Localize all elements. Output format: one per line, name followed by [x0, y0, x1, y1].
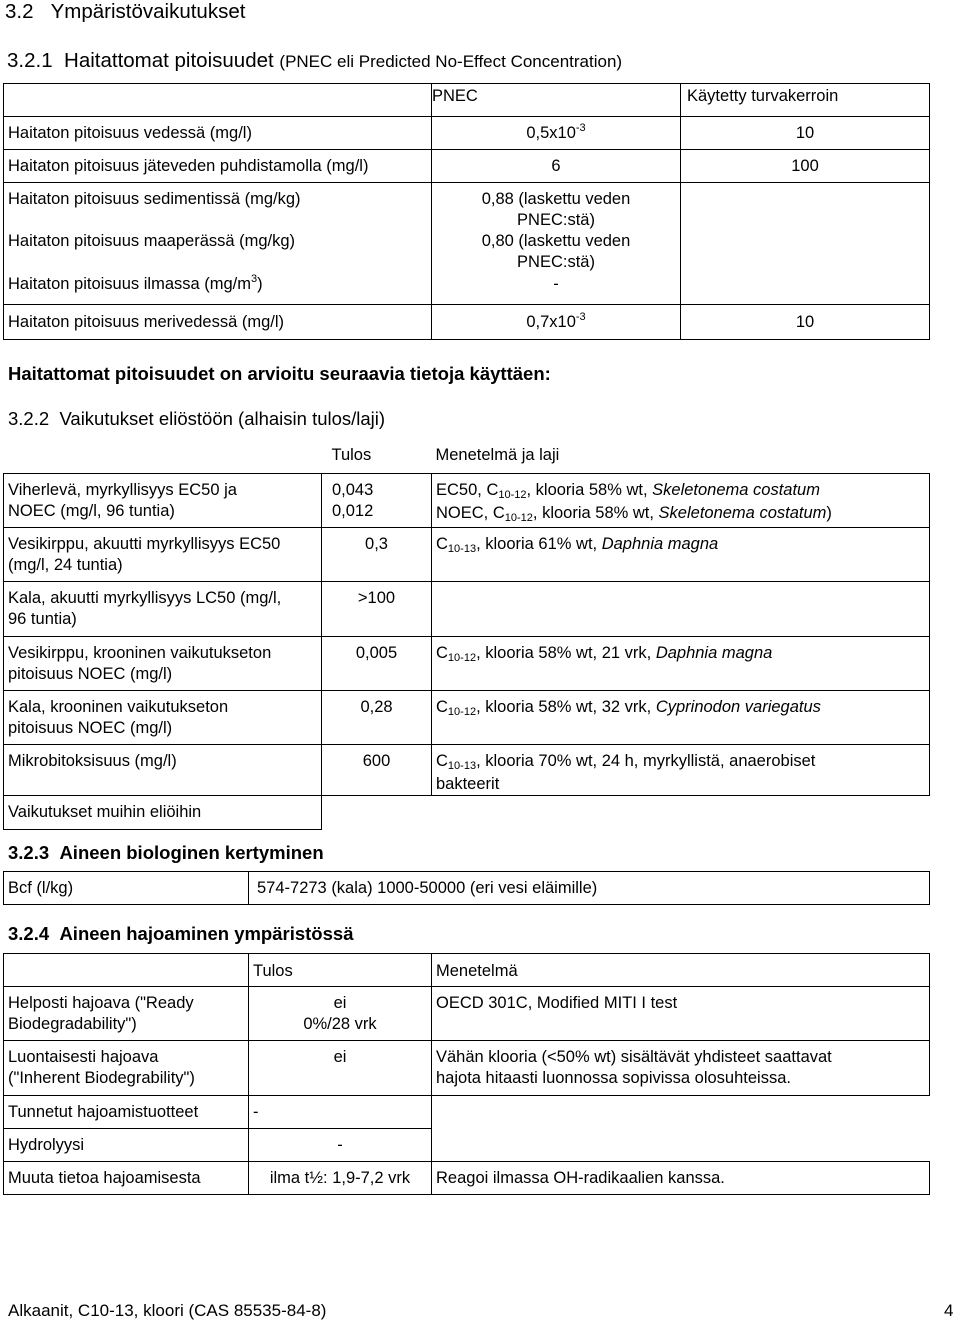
header-empty-cell	[4, 440, 322, 473]
row-pnec: $0,5x10^{-3}$	[432, 117, 681, 150]
row-factor	[681, 183, 930, 232]
row-label: Luontaisesti hajoava ("Inherent Biodegrability")	[4, 1041, 249, 1096]
table-header-row	[4, 440, 930, 473]
section-heading-3-2-1	[7, 51, 622, 72]
row-result: -	[249, 1096, 432, 1129]
row-label: Tunnetut hajoamistuotteet	[4, 1096, 249, 1129]
row-label: Haitaton pitoisuus ilmassa $(mg/m^3)$	[4, 274, 432, 304]
row-label: Kala, krooninen vaikutukseton pitoisuus NOEC (mg/l)	[4, 690, 322, 744]
pnec-table	[3, 83, 930, 340]
row-label: Vesikirppu, krooninen vaikutukseton pitoisuus NOEC (mg/l)	[4, 636, 322, 690]
table-row	[4, 117, 930, 150]
degradation-table	[3, 953, 930, 1195]
table-row	[4, 1041, 930, 1096]
row-method: C10-12, klooria 58% wt, 32 vrk, Cyprinodon variegatus	[432, 690, 930, 744]
row-pnec: -	[432, 274, 681, 304]
table-row	[4, 1096, 930, 1129]
table-row	[4, 744, 930, 795]
table-row	[4, 527, 930, 581]
header-result: Tulos	[249, 954, 432, 987]
row-result: -	[249, 1129, 432, 1162]
table-row	[4, 581, 930, 636]
row-label: Vesikirppu, akuutti myrkyllisyys EC50 (mg/l, 24 tuntia)	[4, 527, 322, 581]
row-result: ei	[249, 1041, 432, 1096]
table-row	[4, 1162, 930, 1195]
table-row	[4, 473, 930, 527]
page-number: 4	[944, 1301, 954, 1320]
row-label: Hydrolyysi	[4, 1129, 249, 1162]
section-title: Haitattomat pitoisuudet	[64, 49, 274, 72]
row-result: 0,28	[322, 690, 432, 744]
table-header-row	[4, 84, 930, 117]
section-heading-3-2	[5, 2, 245, 23]
row-label: Kala, akuutti myrkyllisyys LC50 (mg/l, 96 tuntia)	[4, 581, 322, 636]
table-row	[4, 872, 930, 905]
row-label: Haitaton pitoisuus sedimentissä (mg/kg)	[4, 183, 432, 232]
row-result	[322, 795, 432, 829]
row-method: OECD 301C, Modified MITI I test	[432, 987, 930, 1041]
row-method	[432, 581, 930, 636]
row-pnec: 0,80 (laskettu veden PNEC:stä)	[432, 231, 681, 274]
row-method	[432, 795, 930, 829]
header-method: Menetelmä	[432, 954, 930, 987]
header-result: Tulos	[331, 446, 372, 464]
section-number: 3.2.1	[7, 49, 53, 72]
row-method: C10-12, klooria 58% wt, 21 vrk, Daphnia magna	[432, 636, 930, 690]
table-row	[4, 1129, 930, 1162]
row-pnec: 6	[432, 150, 681, 183]
row-result: 600	[322, 744, 432, 795]
row-method	[432, 1129, 930, 1162]
row-method: C10-13, klooria 61% wt, Daphnia magna	[432, 527, 930, 581]
table-row	[4, 636, 930, 690]
row-label: Haitaton pitoisuus jäteveden puhdistamolla (mg/l)	[4, 150, 432, 183]
section-heading-3-2-3	[8, 844, 324, 863]
row-label: Vaikutukset muihin eliöihin	[4, 795, 322, 829]
row-label: Haitaton pitoisuus merivedessä (mg/l)	[4, 304, 432, 339]
row-pnec: 0,88 (laskettu veden PNEC:stä)	[432, 183, 681, 232]
section-title: Aineen hajoaminen ympäristössä	[59, 923, 354, 944]
pnec-note: Haitattomat pitoisuudet on arvioitu seuraavia tietoja käyttäen:	[8, 363, 551, 384]
footer-text: Alkaanit, C10-13, kloori (CAS 85535-84-8)	[8, 1301, 327, 1320]
row-factor	[681, 274, 930, 304]
row-factor: 10	[681, 304, 930, 339]
table-row	[4, 304, 930, 339]
row-label: Haitaton pitoisuus vedessä (mg/l)	[4, 117, 432, 150]
row-value: 574-7273 (kala) 1000-50000 (eri vesi eläimille)	[249, 872, 930, 905]
section-title: Aineen biologinen kertyminen	[59, 842, 324, 863]
row-pnec: $0,7x10^{-3}$	[432, 304, 681, 339]
table-row	[4, 690, 930, 744]
section-heading-3-2-4	[8, 925, 353, 944]
effects-table	[3, 440, 930, 830]
row-method: Vähän klooria (<50% wt) sisältävät yhdisteet saattavat hajota hitaasti luonnossa sopivissa olosuhteissa.	[432, 1041, 930, 1096]
row-result: 0,005	[322, 636, 432, 690]
header-empty-cell	[4, 84, 432, 117]
section-number: 3.2	[5, 0, 34, 23]
table-row	[4, 183, 930, 232]
row-result: ei 0%/28 vrk	[249, 987, 432, 1041]
row-label: Muuta tietoa hajoamisesta	[4, 1162, 249, 1195]
header-empty-cell	[4, 954, 249, 987]
section-number: 3.2.4	[8, 923, 50, 944]
table-row	[4, 231, 930, 274]
header-safety-factor: Käytetty turvakerroin	[681, 84, 930, 117]
row-result: 0,3	[322, 527, 432, 581]
section-heading-3-2-2	[8, 410, 385, 429]
row-label: Haitaton pitoisuus maaperässä (mg/kg)	[4, 231, 432, 274]
section-subtitle: (PNEC eli Predicted No-Effect Concentration)	[279, 52, 623, 71]
row-factor: 10	[681, 117, 930, 150]
row-label: Viherlevä, myrkyllisyys EC50 ja NOEC (mg/l, 96 tuntia)	[4, 473, 322, 527]
row-method: C10-13, klooria 70% wt, 24 h, myrkyllistä, anaerobiset bakteerit	[432, 744, 930, 795]
row-label: Bcf (l/kg)	[4, 872, 249, 905]
table-row	[4, 987, 930, 1041]
row-method: Reagoi ilmassa OH-radikaalien kanssa.	[432, 1162, 930, 1195]
row-factor	[681, 231, 930, 274]
section-number: 3.2.2	[8, 408, 50, 429]
table-header-row	[4, 954, 930, 987]
row-method	[432, 1096, 930, 1129]
table-row	[4, 274, 930, 304]
table-row	[4, 150, 930, 183]
row-result: >100	[322, 581, 432, 636]
header-method: Menetelmä ja laji	[435, 446, 560, 464]
table-row	[4, 795, 930, 829]
bcf-table	[3, 871, 930, 905]
section-number: 3.2.3	[8, 842, 50, 863]
row-label: Mikrobitoksisuus (mg/l)	[4, 744, 322, 795]
row-result: 0,043 0,012	[322, 473, 432, 527]
row-method: EC50, C10-12, klooria 58% wt, Skeletonema costatum NOEC, C10-12, klooria 58% wt, Skeletonema costatum)	[432, 473, 930, 527]
section-title: Ympäristövaikutukset	[50, 0, 246, 23]
row-label: Helposti hajoava ("Ready Biodegradability")	[4, 987, 249, 1041]
section-title: Vaikutukset eliöstöön (alhaisin tulos/laji)	[59, 408, 386, 429]
row-result: ilma t½: 1,9-7,2 vrk	[249, 1162, 432, 1195]
row-factor: 100	[681, 150, 930, 183]
header-pnec: PNEC	[432, 84, 681, 117]
